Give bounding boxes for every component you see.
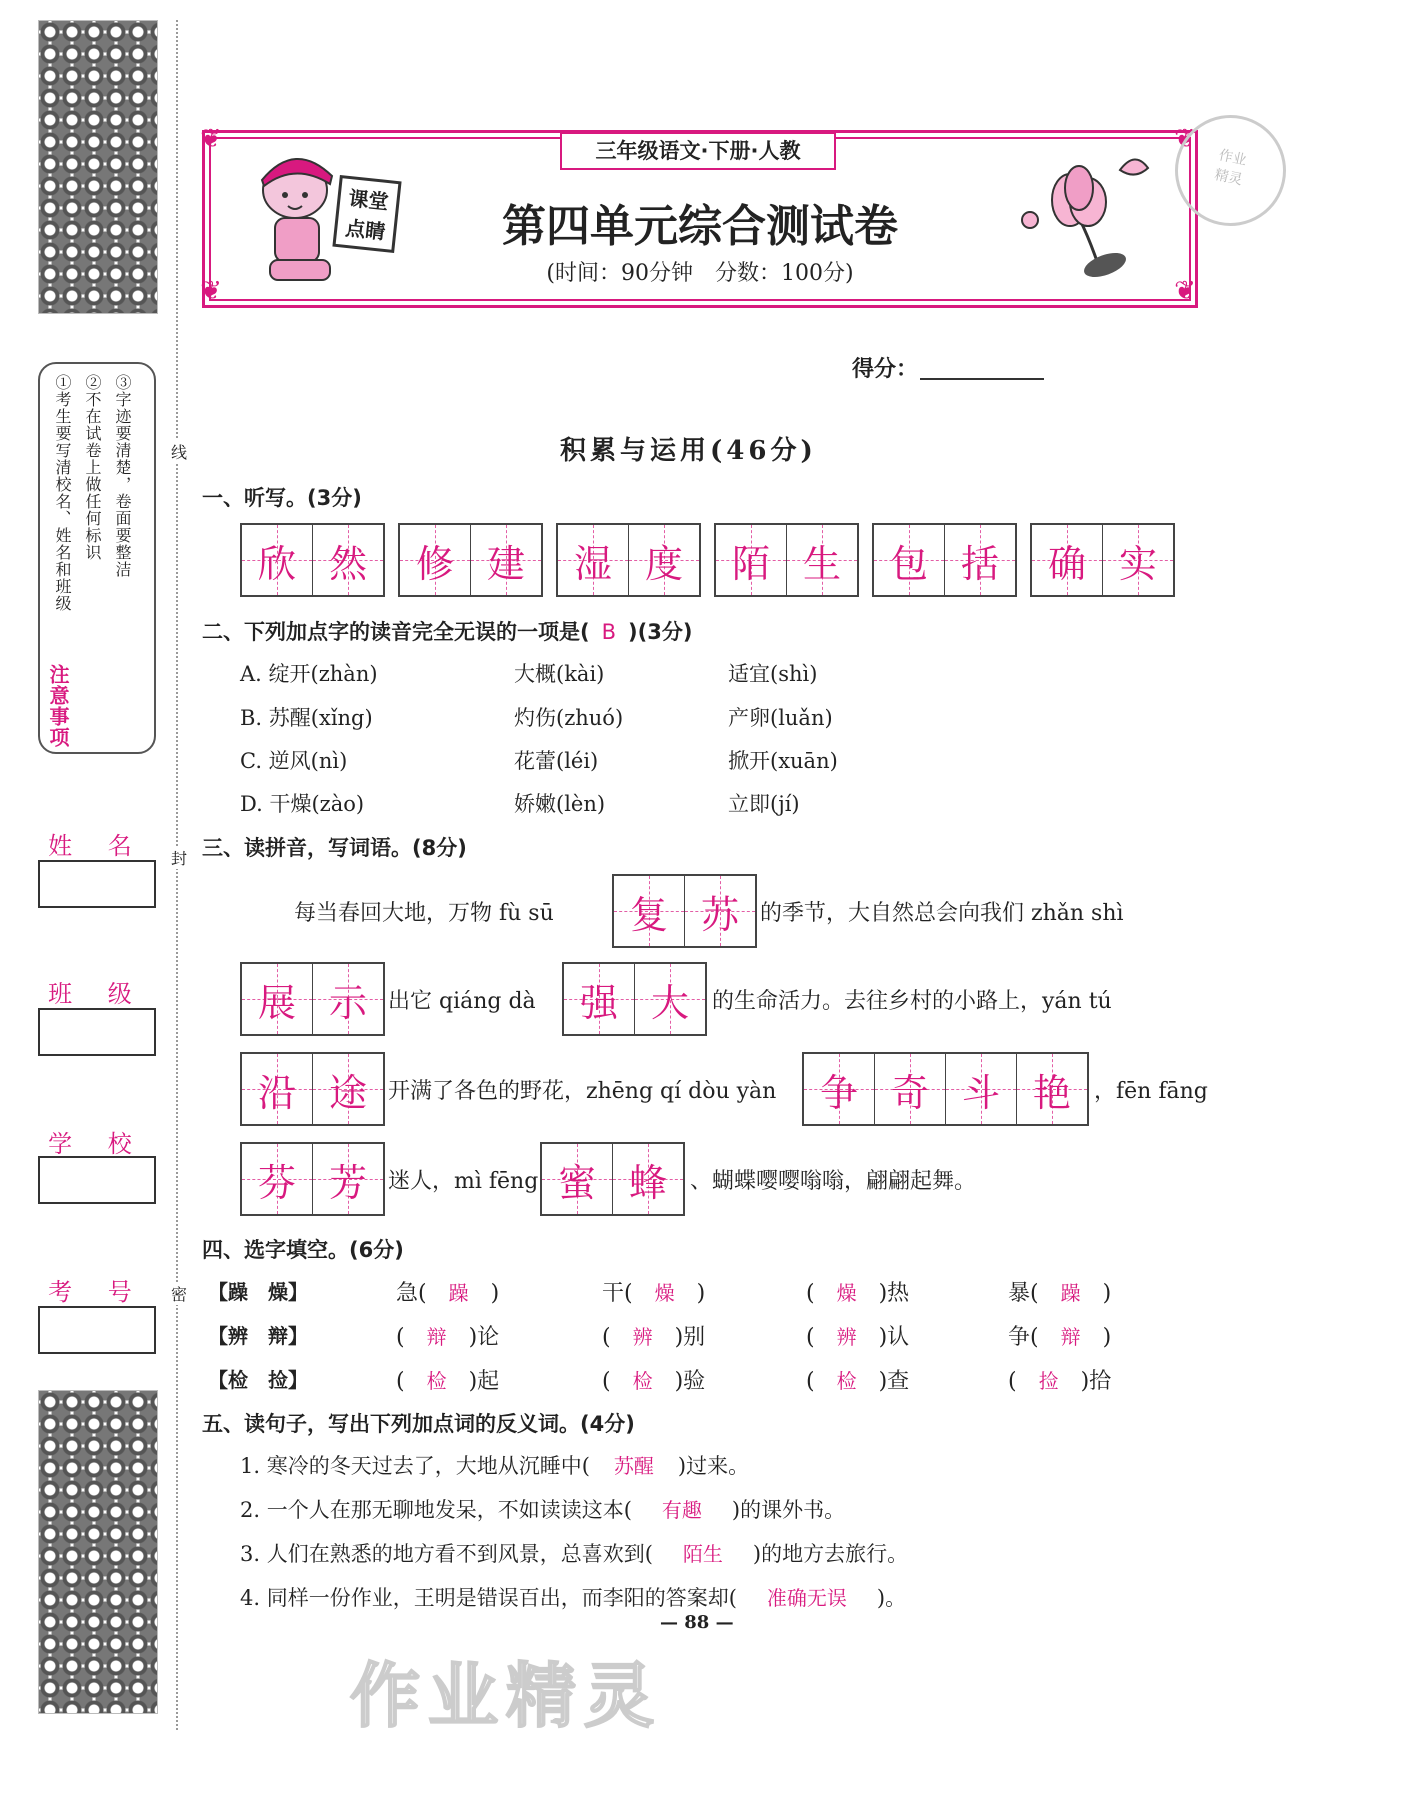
notice-title: 注意事项 xyxy=(46,664,70,748)
option-text: 灼伤(zhuó) xyxy=(514,706,624,730)
option-text: D. 干燥(zào) xyxy=(240,792,365,816)
passage-text: 迷人，mì fēng xyxy=(388,1169,539,1194)
option-text: 产卵(luǎn) xyxy=(728,706,833,730)
fill-item: 暴( 躁 ) xyxy=(1008,1281,1112,1306)
question-3-title: 三、读拼音，写词语。(8分) xyxy=(202,836,467,860)
passage-text: 出它 qiáng dà xyxy=(388,989,536,1014)
passage-text: 每当春回大地，万物 fù sū xyxy=(294,901,554,926)
exam-number-label: 考 号 xyxy=(48,1278,146,1306)
answer-cell: 蜂 xyxy=(612,1144,683,1214)
score-input[interactable] xyxy=(920,378,1044,380)
answer-cell: 沿 xyxy=(242,1054,312,1124)
notice-box xyxy=(38,362,156,754)
question-2-title: 二、下列加点字的读音完全无误的一项是( B )(3分) xyxy=(202,620,693,644)
word-grid xyxy=(1030,523,1175,597)
ornament-icon: ❦ xyxy=(200,276,222,306)
answer-cell: 展 xyxy=(242,964,312,1034)
section-title: 积累与运用(46分) xyxy=(560,436,817,466)
badge-text: 课堂点睛 xyxy=(344,186,390,244)
passage-text: 开满了各色的野花，zhēng qí dòu yàn xyxy=(388,1079,777,1104)
answer-cell: 生 xyxy=(786,525,857,595)
seal-mark-seal: 封 xyxy=(170,846,188,869)
answer-cell: 修 xyxy=(400,525,470,595)
watermark: 作业精灵 xyxy=(350,1654,662,1737)
word-grid xyxy=(398,523,543,597)
answer-cell: 途 xyxy=(312,1054,383,1124)
score-label: 得分： xyxy=(852,357,919,382)
option-text: 立即(jí) xyxy=(728,792,800,816)
passage-text: 、蝴蝶嘤嘤嗡嗡，翩翩起舞。 xyxy=(690,1169,977,1194)
passage-text: ，fēn fāng xyxy=(1094,1079,1208,1104)
word-grid xyxy=(612,874,757,948)
word-grid xyxy=(240,962,385,1036)
name-field[interactable] xyxy=(38,860,156,908)
notice-item: ①考生要写清校名、姓名和班级 xyxy=(53,374,72,612)
option-text: 大概(kài) xyxy=(514,662,605,686)
answer-cell: 实 xyxy=(1102,525,1173,595)
fill-item: ( 检 )查 xyxy=(806,1369,910,1394)
option-text: 娇嫩(lèn) xyxy=(514,792,606,816)
sentence-item: 1. 寒冷的冬天过去了，大地从沉睡中( 苏醒 )过来。 xyxy=(240,1454,750,1478)
ornament-icon: ❦ xyxy=(1174,124,1196,154)
class-label: 班 级 xyxy=(48,980,146,1008)
binding-pattern-bottom xyxy=(38,1390,158,1714)
question-4-title: 四、选字填空。(6分) xyxy=(202,1238,404,1262)
char-pair: 【辨 辩】 xyxy=(208,1324,308,1348)
option-text: C. 逆风(nì) xyxy=(240,749,348,773)
class-field[interactable] xyxy=(38,1008,156,1056)
answer-cell: 芬 xyxy=(242,1144,312,1214)
option-text: 适宜(shì) xyxy=(728,662,818,686)
notice-item: ③字迹要清楚，卷面要整洁 xyxy=(113,374,132,578)
page-title: 第四单元综合测试卷 xyxy=(502,201,898,252)
answer-cell: 强 xyxy=(564,964,634,1034)
answer-cell: 度 xyxy=(628,525,699,595)
seal-line xyxy=(176,20,178,1730)
answer-cell: 蜜 xyxy=(542,1144,612,1214)
word-grid xyxy=(240,1142,385,1216)
answer-cell: 芳 xyxy=(312,1144,383,1214)
binding-pattern-top xyxy=(38,20,158,314)
passage-text: 的季节，大自然总会向我们 zhǎn shì xyxy=(760,901,1124,926)
ornament-icon: ❦ xyxy=(200,124,222,154)
page-number: — 88 — xyxy=(660,1612,734,1633)
option-text: A. 绽开(zhàn) xyxy=(240,662,378,686)
option-text: B. 苏醒(xǐng) xyxy=(240,706,373,730)
fill-item: ( 辨 )别 xyxy=(602,1325,706,1350)
answer-cell: 示 xyxy=(312,964,383,1034)
name-label: 姓 名 xyxy=(48,832,146,860)
word-grid xyxy=(240,1052,385,1126)
answer-cell: 建 xyxy=(470,525,541,595)
school-field[interactable] xyxy=(38,1156,156,1204)
fill-item: 急( 躁 ) xyxy=(396,1281,500,1306)
word-grid xyxy=(802,1052,1089,1126)
seal-mark-line: 线 xyxy=(170,440,188,463)
answer-cell: 大 xyxy=(634,964,705,1034)
fill-item: ( 检 )验 xyxy=(602,1369,706,1394)
word-grid xyxy=(872,523,1017,597)
sentence-item: 4. 同样一份作业，王明是错误百出，而李阳的答案却( 准确无误 )。 xyxy=(240,1586,907,1610)
fill-item: ( 辩 )论 xyxy=(396,1325,500,1350)
exam-number-field[interactable] xyxy=(38,1306,156,1354)
sentence-item: 2. 一个人在那无聊地发呆，不如读读这本( 有趣 )的课外书。 xyxy=(240,1498,846,1522)
char-pair: 【躁 燥】 xyxy=(208,1280,308,1304)
fill-item: ( 捡 )拾 xyxy=(1008,1369,1112,1394)
ornament-icon: ❦ xyxy=(1174,276,1196,306)
word-grid xyxy=(562,962,707,1036)
sentence-item: 3. 人们在熟悉的地方看不到风景，总喜欢到( 陌生 )的地方去旅行。 xyxy=(240,1542,909,1566)
answer-cell: 包 xyxy=(874,525,944,595)
answer-choice: B xyxy=(601,620,617,644)
badge-sign xyxy=(332,175,401,253)
fill-item: 争( 辩 ) xyxy=(1008,1325,1112,1350)
passage-text: 的生命活力。去往乡村的小路上，yán tú xyxy=(712,989,1112,1014)
fill-item: ( 辨 )认 xyxy=(806,1325,910,1350)
word-grid xyxy=(240,523,385,597)
answer-cell: 斗 xyxy=(945,1054,1016,1124)
question-1-title: 一、听写。(3分) xyxy=(202,486,362,510)
word-grid xyxy=(714,523,859,597)
seal-mark-secret: 密 xyxy=(170,1282,188,1305)
fill-item: ( 检 )起 xyxy=(396,1369,500,1394)
option-text: 花蕾(léi) xyxy=(514,749,599,773)
answer-cell: 奇 xyxy=(874,1054,945,1124)
notice-item: ②不在试卷上做任何标识 xyxy=(83,374,102,561)
answer-cell: 陌 xyxy=(716,525,786,595)
flower-icon xyxy=(1010,140,1160,290)
option-text: 掀开(xuān) xyxy=(728,749,838,773)
word-grid xyxy=(540,1142,685,1216)
answer-cell: 复 xyxy=(614,876,684,946)
exam-info: (时间：90分钟 分数：100分) xyxy=(546,261,854,286)
answer-cell: 然 xyxy=(312,525,383,595)
school-label: 学 校 xyxy=(48,1130,146,1158)
series-tag: 三年级语文·下册·人教 xyxy=(560,132,836,170)
stamp-text: 作业 精灵 xyxy=(1213,147,1248,189)
answer-cell: 苏 xyxy=(684,876,755,946)
answer-cell: 争 xyxy=(804,1054,874,1124)
word-grid xyxy=(556,523,701,597)
answer-cell: 艳 xyxy=(1016,1054,1087,1124)
question-5-title: 五、读句子，写出下列加点词的反义词。(4分) xyxy=(202,1412,635,1436)
fill-item: 干( 燥 ) xyxy=(602,1281,706,1306)
answer-cell: 欣 xyxy=(242,525,312,595)
answer-cell: 湿 xyxy=(558,525,628,595)
answer-cell: 确 xyxy=(1032,525,1102,595)
answer-cell: 括 xyxy=(944,525,1015,595)
fill-item: ( 燥 )热 xyxy=(806,1281,910,1306)
char-pair: 【检 捡】 xyxy=(208,1368,308,1392)
